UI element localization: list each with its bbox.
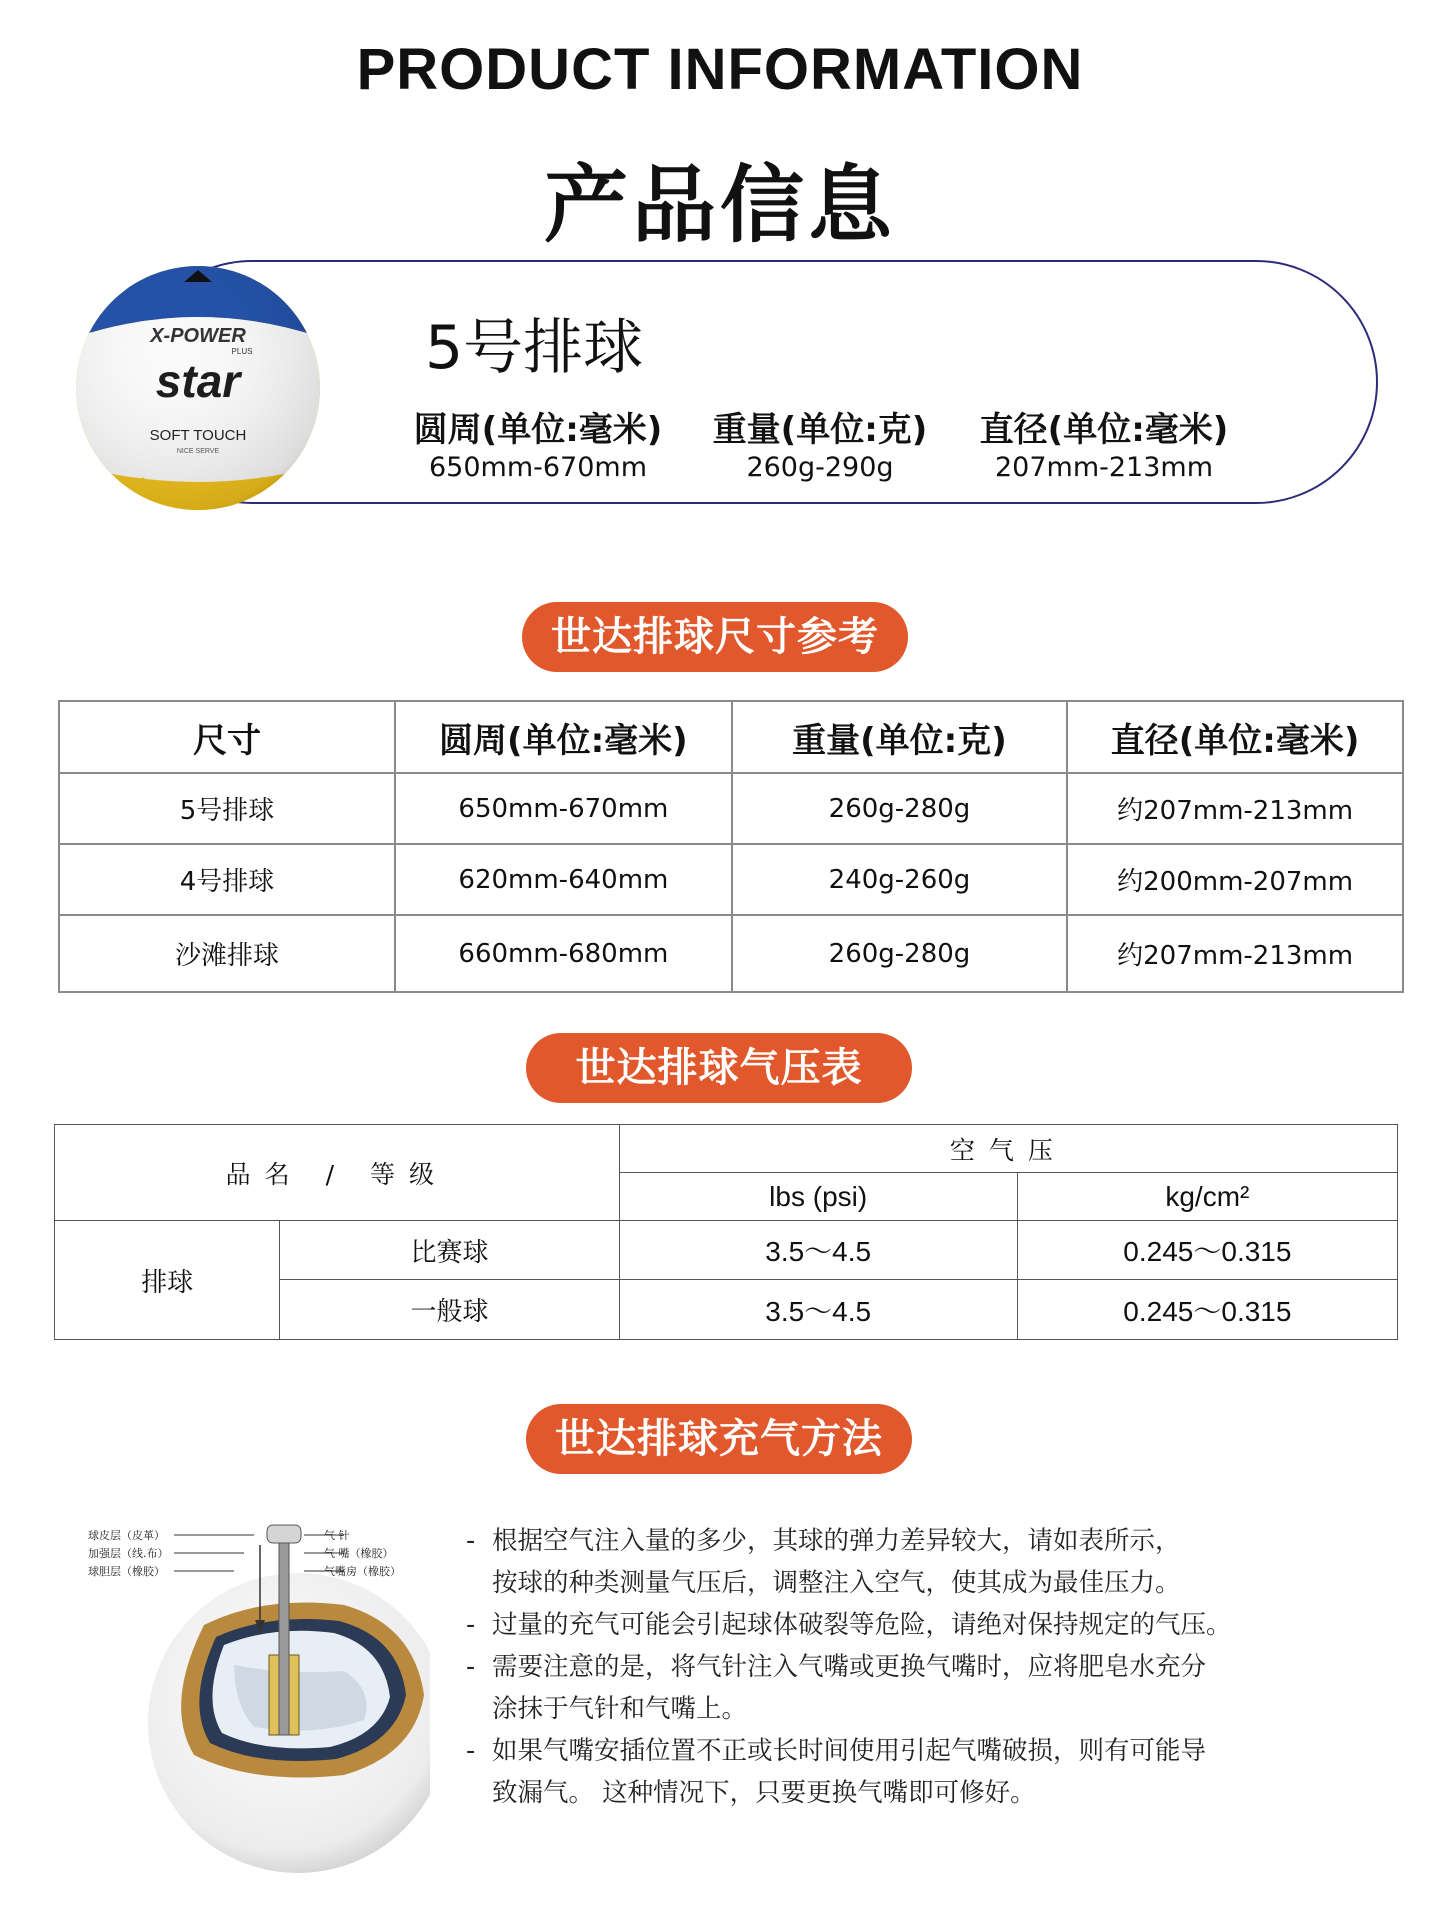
diagram-label-needle: 气 针	[324, 1529, 350, 1542]
note-line: 致漏气。 这种情况下，只要更换气嘴即可修好。	[492, 1778, 1036, 1808]
spec-label-weight: 重量(单位:克)	[712, 410, 928, 450]
note-dash: -	[466, 1652, 476, 1682]
note-line: 需要注意的是，将气针注入气嘴或更换气嘴时，应将肥皂水充分	[492, 1652, 1207, 1682]
size-header-weight: 重量(单位:克)	[732, 701, 1067, 773]
table-cell: 650mm-670mm	[395, 773, 732, 844]
table-cell: 260g-280g	[732, 915, 1067, 992]
size-header-circumference: 圆周(单位:毫米)	[395, 701, 732, 773]
pressure-section-badge: 世达排球气压表	[526, 1033, 912, 1103]
ball-tag-sub-text: NICE SERVE	[176, 448, 220, 455]
grade-cell: 一般球	[280, 1280, 619, 1340]
size-header-size: 尺寸	[59, 701, 395, 773]
spec-value-circumference: 650mm-670mm	[428, 452, 648, 483]
table-cell: 620mm-640mm	[395, 844, 732, 915]
note-line: 根据空气注入量的多少，其球的弹力差异较大，请如表所示，	[492, 1526, 1181, 1556]
grade-cell: 比赛球	[280, 1221, 619, 1280]
product-name: 5号排球	[425, 313, 644, 383]
psi-cell: 3.5～4.5	[619, 1280, 1017, 1340]
kg-cell: 0.245～0.315	[1017, 1280, 1397, 1340]
note-item	[466, 1646, 1366, 1730]
diagram-label-valve: 气 嘴（橡胶）	[324, 1547, 394, 1560]
table-cell: 5号排球	[59, 773, 395, 844]
note-line: 按球的种类测量气压后，调整注入空气，使其成为最佳压力。	[492, 1568, 1181, 1598]
table-row	[59, 773, 1403, 844]
table-cell: 240g-260g	[732, 844, 1067, 915]
inflation-section-badge: 世达排球充气方法	[526, 1404, 912, 1474]
table-cell: 沙滩排球	[59, 915, 395, 992]
air-pressure-header: 空气压	[619, 1125, 1397, 1173]
table-cell: 260g-280g	[732, 773, 1067, 844]
diagram-label-reinforce: 加强层（线.布）	[88, 1547, 169, 1560]
diagram-label-skin: 球皮层（皮革）	[88, 1529, 165, 1542]
volleyball-image	[72, 262, 324, 514]
ball-line-text: X-POWER	[150, 325, 246, 347]
table-cell: 660mm-680mm	[395, 915, 732, 992]
table-cell: 约200mm-207mm	[1067, 844, 1403, 915]
table-row	[55, 1125, 1398, 1173]
note-dash: -	[466, 1526, 476, 1556]
ball-tag-text: SOFT TOUCH	[149, 427, 247, 444]
note-item	[466, 1730, 1366, 1814]
note-line: 涂抹于气针和气嘴上。	[492, 1694, 748, 1724]
spec-label-circumference: 圆周(单位:毫米)	[413, 410, 663, 450]
unit-kg-header: kg/cm²	[1017, 1173, 1397, 1221]
note-line: 如果气嘴安插位置不正或长时间使用引起气嘴破损，则有可能导	[492, 1736, 1207, 1766]
size-section-badge: 世达排球尺寸参考	[522, 602, 908, 672]
pressure-table	[54, 1124, 1398, 1340]
table-row	[59, 844, 1403, 915]
kg-cell: 0.245～0.315	[1017, 1221, 1397, 1280]
size-header-diameter: 直径(单位:毫米)	[1067, 701, 1403, 773]
ball-cross-section-diagram	[84, 1475, 430, 1873]
note-item	[466, 1520, 1366, 1604]
spec-value-weight: 260g-290g	[746, 452, 894, 483]
diagram-label-bladder: 球胆层（橡胶）	[88, 1565, 165, 1578]
page-title-en: PRODUCT INFORMATION	[356, 37, 1084, 102]
page-title-cn: 产品信息	[543, 156, 896, 254]
table-cell: 4号排球	[59, 844, 395, 915]
category-cell: 排球	[55, 1221, 280, 1340]
note-line: 过量的充气可能会引起球体破裂等危险，请绝对保持规定的气压。	[492, 1610, 1232, 1640]
size-table-header	[59, 701, 1403, 773]
table-cell: 约207mm-213mm	[1067, 773, 1403, 844]
note-dash: -	[466, 1736, 476, 1766]
table-row	[59, 915, 1403, 992]
table-cell: 约207mm-213mm	[1067, 915, 1403, 992]
note-dash: -	[466, 1610, 476, 1640]
note-item	[466, 1604, 1366, 1646]
inflation-notes	[466, 1520, 1366, 1814]
name-grade-header: 品名 / 等级	[55, 1125, 620, 1221]
table-row	[55, 1221, 1398, 1280]
size-table	[58, 700, 1404, 993]
ball-sub-text: PLUS	[231, 347, 253, 356]
diagram-label-valve-housing: 气嘴房（橡胶）	[324, 1565, 401, 1578]
psi-cell: 3.5～4.5	[619, 1221, 1017, 1280]
spec-label-diameter: 直径(单位:毫米)	[979, 410, 1229, 450]
spec-value-diameter: 207mm-213mm	[994, 452, 1214, 483]
unit-psi-header: lbs (psi)	[619, 1173, 1017, 1221]
ball-brand-text: star	[155, 355, 241, 407]
